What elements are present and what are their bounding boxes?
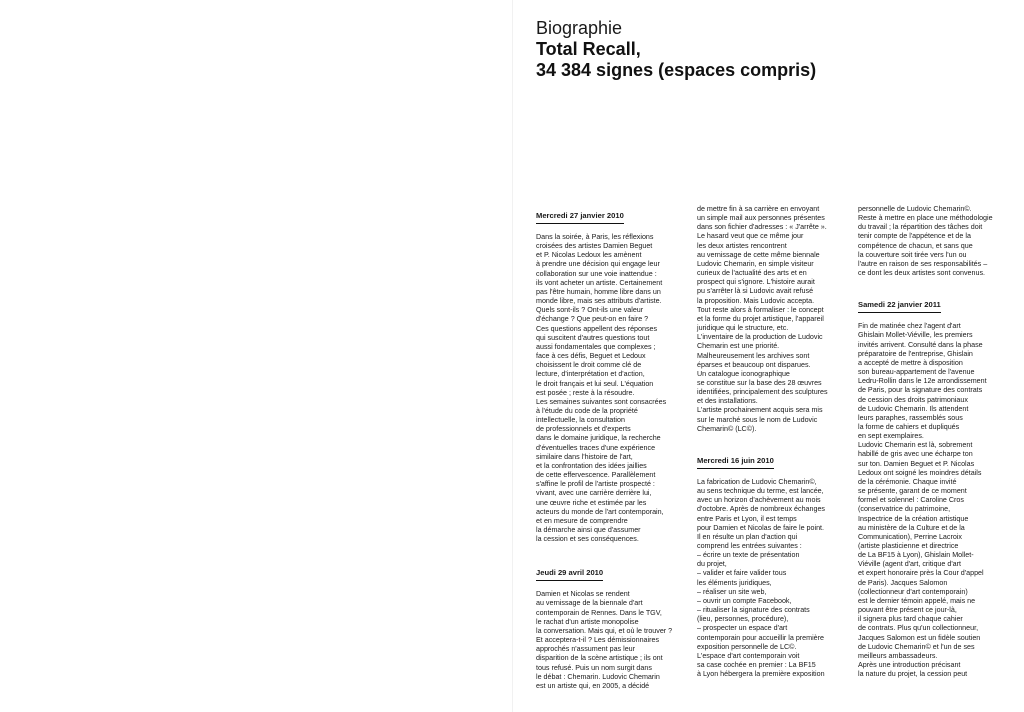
- text-column-2: [697, 205, 837, 697]
- section-kicker: Biographie: [536, 18, 623, 38]
- diary-entry: [536, 562, 676, 691]
- entry-date: Jeudi 29 avril 2010: [536, 568, 603, 581]
- diary-entry: [697, 450, 837, 679]
- continued-text: personnelle de Ludovic Chemarin©. Reste à mettre en place une méthodologie du travail ; la répartition des tâches doit tenir compte de l'appétence et de la compétence de chacun, et sans que la couverture soit tirée vers l'un ou l'autre en raison de ses responsabilités – ce dont les deux artistes sont convenus.: [858, 205, 993, 278]
- article-title-line-2: 34 384 signes (espaces compris): [536, 60, 817, 80]
- entry-text: Dans la soirée, à Paris, les réflexions croisées des artistes Damien Beguet et P. Nicolas Ledoux les amènent à prendre une décision qui engage leur collaboration sur une voie inattendue : ils vont acheter un artiste. Certainement pas l'être humain, homme libre dans un monde libre, mais ses attributs d'artiste. Quels sont-ils ? Ont-ils une valeur d'échange ? Que peut-on en faire ? Ces questions appellent des réponses qui suscitent d'autres questions tout aussi fondamentales que complexes ; face à ces défis, Beguet et Ledoux choisissent le droit comme clé de lecture, d'interprétation et d'action, le droit français et lui seul. L'équation est posée ; reste à la résoudre. Les semaines suivantes sont consacrées à l'étude du code de la propriété intellectuelle, la consultation de professionnels et d'experts dans le domaine juridique, la recherche d'éventuelles traces d'une expérience similaire dans l'histoire de l'art, et la confrontation des idées jaillies de cette effervescence. Parallèlement s'affine le profil de l'artiste prospecté : vivant, avec une carrière derrière lui, une œuvre riche et estimée par les acteurs du monde de l'art contemporain, et en mesure de comprendre la démarche ainsi que d'assumer la cession et ses conséquences.: [536, 233, 667, 544]
- entry-text: La fabrication de Ludovic Chemarin©, au sens technique du terme, est lancée, avec un horizon d'achèvement au mois d'octobre. Après de nombreux échanges entre Paris et Lyon, il est temps pour Damien et Nicolas de faire le point. Il en résulte un plan d'action qui comprend les entrées suivantes : – écrire un texte de présentation du projet, – valider et faire valider tous les éléments juridiques, – réaliser un site web, – ouvrir un compte Facebook, – ritualiser la signature des contrats (lieu, personnes, procédure), – prospecter un espace d'art contemporain pour accueillir la première exposition personnelle de LC©. L'espace d'art contemporain voit sa case cochée en premier : La BF15 à Lyon hébergera la première exposition: [697, 477, 825, 679]
- entry-date: Samedi 22 janvier 2011: [858, 300, 941, 313]
- article-header: [536, 18, 976, 81]
- continued-text: de mettre fin à sa carrière en envoyant un simple mail aux personnes présentes dans son fichier d'adresses : « J'arrête ». Le hasard veut que ce même jour les deux artistes rencontrent au vernissage de cette même biennale Ludovic Chemarin, en simple visiteur curieux de l'actualité des arts et en prospect qui s'ignore. L'histoire aurait pu s'arrêter là si Ludovic avait refusé la proposition. Mais Ludovic accepta. Tout reste alors à formaliser : le concept et la forme du projet artistique, l'appareil juridique qui le structure, etc. L'inventaire de la production de Ludovic Chemarin est une priorité. Malheureusement les archives sont éparses et beaucoup ont disparues. Un catalogue iconographique se constitue sur la base des 28 œuvres identifiées, principalement des sculptures et des installations. L'artiste prochainement acquis sera mis sur le marché sous le nom de Ludovic Chemarin© (LC©).: [697, 205, 828, 433]
- article-title-line-1: Total Recall,: [536, 39, 641, 59]
- text-column-3: [858, 205, 1004, 697]
- entry-text: Damien et Nicolas se rendent au vernissage de la biennale d'art contemporain de Rennes. Dans le TGV, le rachat d'un artiste monopolise la conversation. Mais qui, et où le trouver ? Et acceptera-t-il ? Les démissionnaires approchés n'assument pas leur disparition de la scène artistique ; ils ont tous refusé. Puis un nom surgit dans le débat : Chemarin. Ludovic Chemarin est un artiste qui, en 2005, a décidé: [536, 590, 673, 690]
- text-column-1: [536, 205, 676, 709]
- entry-date: Mercredi 16 juin 2010: [697, 456, 774, 469]
- diary-entry: [858, 294, 1004, 679]
- diary-entry: [536, 205, 676, 544]
- entry-date: Mercredi 27 janvier 2010: [536, 211, 624, 224]
- spread-gutter: [512, 0, 513, 712]
- entry-text: Fin de matinée chez l'agent d'art Ghislain Mollet-Viéville, les premiers invités arrivent. Consulté dans la phase préparatoire de l'entreprise, Ghislain a accepté de mettre à disposition son bureau-appartement de l'avenue Ledru-Rollin dans le 12e arrondissement de Paris, pour la signature des contrats de cession des droits patrimoniaux de Ludovic Chemarin. Ils attendent leurs paraphes, rassemblés sous la forme de cahiers et dupliqués en sept exemplaires. Ludovic Chemarin est là, sobrement habillé de gris avec une écharpe ton sur ton. Damien Beguet et P. Nicolas Ledoux ont soigné les moindres détails de la cérémonie. Chaque invité se présente, garant de ce moment formel et solennel : Caroline Cros (conservatrice du patrimoine, Inspectrice de la création artistique au ministère de la Culture et de la Communication), Perrine Lacroix (artiste plasticienne et directrice de La BF15 à Lyon), Ghislain Mollet- Viéville (agent d'art, critique d'art et expert honoraire près la Cour d'appel de Paris). Jacques Salomon (collectionneur d'art contemporain) est le dernier témoin appelé, mais ne pouvant être présent ce jour-là, il signera plus tard chaque cahier de contrats. Plus qu'un collectionneur, Jacques Salomon est un fidèle soutien de Ludovic Chemarin© et l'un de ses meilleurs ambassadeurs. Après une introduction précisant la nature du projet, la cession peut: [858, 322, 987, 679]
